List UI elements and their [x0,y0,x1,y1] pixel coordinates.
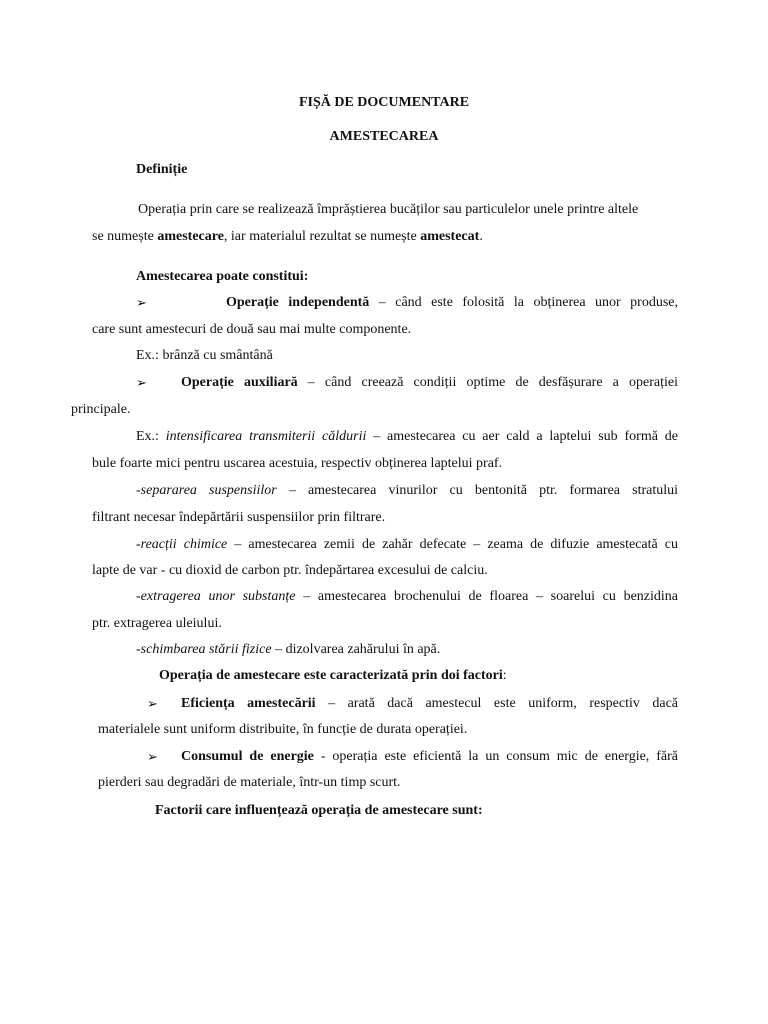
arrow-bullet-icon: ➢ [136,295,147,310]
independent-operation-line-1: Operație independentă – când este folosită la obținerea unor produse, [226,295,678,310]
energy-consumption-line-2: pierderi sau degradări de materiale, într-un timp scurt. [98,775,401,790]
example-extraction-line-2: ptr. extragerea uleiului. [92,616,222,631]
independent-operation-line-2: care sunt amestecuri de două sau mai multe componente. [92,322,412,337]
example-separation-line-2: filtrant necesar îndepărtării suspensiilor prin filtrare. [92,510,386,525]
auxiliary-operation-line-1: Operație auxiliară – când creează condiții optime de desfășurare a operației [181,375,678,390]
example-extraction-line-1: -extragerea unor substanțe – amestecarea brochenului de floarea – soarelui cu benzidina [136,589,679,604]
mixing-efficiency-line-2: materialele sunt uniform distribuite, în funcție de durata operației. [98,722,468,737]
example-physical-state: -schimbarea stării fizice – dizolvarea zahărului în apă. [136,642,441,657]
constitute-heading: Amestecarea poate constitui: [136,269,309,284]
definition-heading: Definiție [136,162,188,177]
example-separation-line-1: -separarea suspensiilor – amestecarea vinurilor cu bentonită ptr. formarea stratului [136,483,679,498]
arrow-bullet-icon: ➢ [147,696,158,711]
example-cheese: Ex.: brânză cu smântână [136,348,273,363]
document-subtitle: AMESTECAREA [329,129,439,144]
document-title: FIȘĂ DE DOCUMENTARE [298,95,470,110]
definition-line-1: Operația prin care se realizează împrăștierea bucăților sau particulelor unele printre altele [138,202,639,217]
definition-line-2: se numește amestecare, iar materialul rezultat se numește amestecat. [92,229,483,244]
influencing-factors-heading: Factorii care influențează operația de amestecare sunt: [155,803,483,818]
auxiliary-operation-line-2: principale. [71,402,131,417]
example-reactions-line-2: lapte de var - cu dioxid de carbon ptr. îndepărtarea excesului de calciu. [92,563,488,578]
arrow-bullet-icon: ➢ [136,375,147,390]
example-heat-line-1: Ex.: intensificarea transmiterii căldurii – amestecarea cu aer cald a laptelui sub formă de [136,429,678,444]
mixing-efficiency-line-1: Eficiența amestecării – arată dacă amestecul este uniform, respectiv dacă [181,696,678,711]
factors-heading: Operația de amestecare este caracterizată prin doi factori: [159,668,507,683]
example-heat-line-2: bule foarte mici pentru uscarea acestuia, respectiv obținerea laptelui praf. [92,456,503,471]
example-reactions-line-1: -reacții chimice – amestecarea zemii de zahăr defecate – zeama de difuzie amestecată cu [136,537,678,552]
energy-consumption-line-1: Consumul de energie - operația este eficientă la un consum mic de energie, fără [181,749,678,764]
arrow-bullet-icon: ➢ [147,749,158,764]
